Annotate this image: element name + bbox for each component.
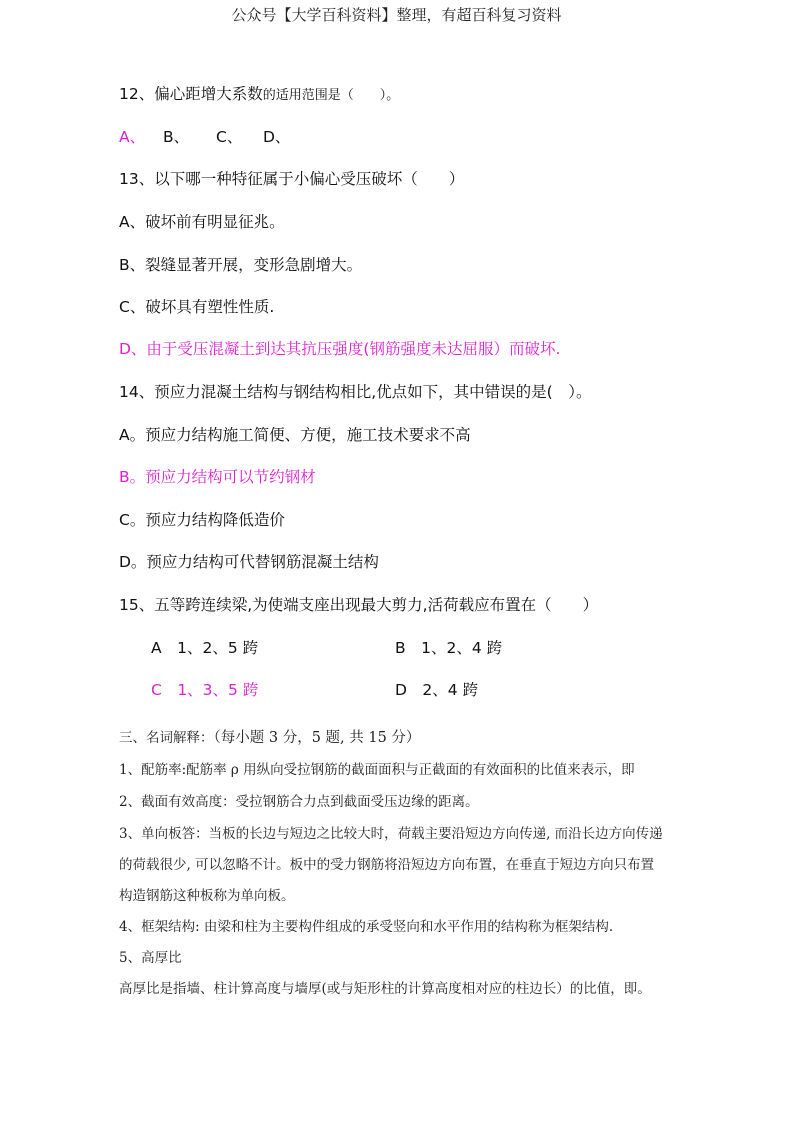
question-15-option-a: A 1、2、5 跨 [151,639,259,657]
definition-item-3: 3、单向板答：当板的长边与短边之比较大时，荷载主要沿短边方向传递, 而沿长边方向传递 [119,826,663,842]
definition-item-1: 1、配筋率:配筋率 ρ 用纵向受拉钢筋的截面面积与正截面的有效面积的比值来表示，即 [119,762,635,778]
section-3-title-text: 三、名词解释： [119,730,214,746]
definition-item-5-body: 高厚比是指墙、柱计算高度与墙厚(或与矩形柱的计算高度相对应的柱边长）的比值，即。 [119,981,651,997]
question-15-option-c-answer: C 1、3、5 跨 [151,681,259,699]
question-12-stem-small: 的适用范围是（ ）。 [262,88,400,103]
question-13-option-d-answer: D、由于受压混凝土到达其抗压强度(钢筋强度未达屈服）而破坏. [119,340,561,358]
question-13-option-c: C、破坏具有塑性性质. [119,298,275,316]
question-12-option-a: A、 [119,128,146,146]
question-12-option-b: B、 [163,128,190,146]
question-14-option-b-answer: B。预应力结构可以节约钢材 [119,468,316,486]
question-14-option-c: C。预应力结构降低造价 [119,511,285,529]
question-12-option-c: C、 [216,128,243,146]
definition-item-3-cont-2: 构造钢筋这种板称为单向板。 [119,888,295,904]
section-3-title [119,728,420,748]
question-12-stem-main: 12、偏心距增大系数 [119,85,263,103]
definition-item-3-cont-1: 的荷载很少, 可以忽略不计。板中的受力钢筋将沿短边方向布置，在垂直于短边方向只布置 [119,857,655,873]
page-header: 公众号【大学百科资料】整理，有超百科复习资料 [231,6,562,24]
definition-item-4: 4、框架结构: 由梁和柱为主要构件组成的承受竖向和水平作用的结构称为框架结构. [119,919,614,935]
question-13-stem: 13、以下哪一种特征属于小偏心受压破坏（ ） [119,170,465,188]
question-12-option-d: D、 [263,128,291,146]
question-15-option-b: B 1、2、4 跨 [395,639,503,657]
question-13-option-b: B、裂缝显著开展，变形急剧增大。 [119,256,363,274]
question-15-option-d: D 2、4 跨 [395,681,479,699]
question-15-stem: 15、五等跨连续梁,为使端支座出现最大剪力,活荷载应布置在（ ） [119,596,599,614]
definition-item-5-title: 5、高厚比 [119,950,182,966]
section-3-note: （每小题 3 分，5 题, 共 15 分） [213,730,421,746]
question-14-stem: 14、预应力混凝土结构与钢结构相比,优点如下，其中错误的是( ）。 [119,383,592,401]
question-14-option-a: A。预应力结构施工简便、方便，施工技术要求不高 [119,426,471,444]
question-12-stem [119,84,399,106]
question-14-option-d: D。预应力结构可代替钢筋混凝土结构 [119,553,379,571]
definition-item-2: 2、截面有效高度：受拉钢筋合力点到截面受压边缘的距离。 [119,794,479,810]
question-13-option-a: A、破坏前有明显征兆。 [119,213,285,231]
